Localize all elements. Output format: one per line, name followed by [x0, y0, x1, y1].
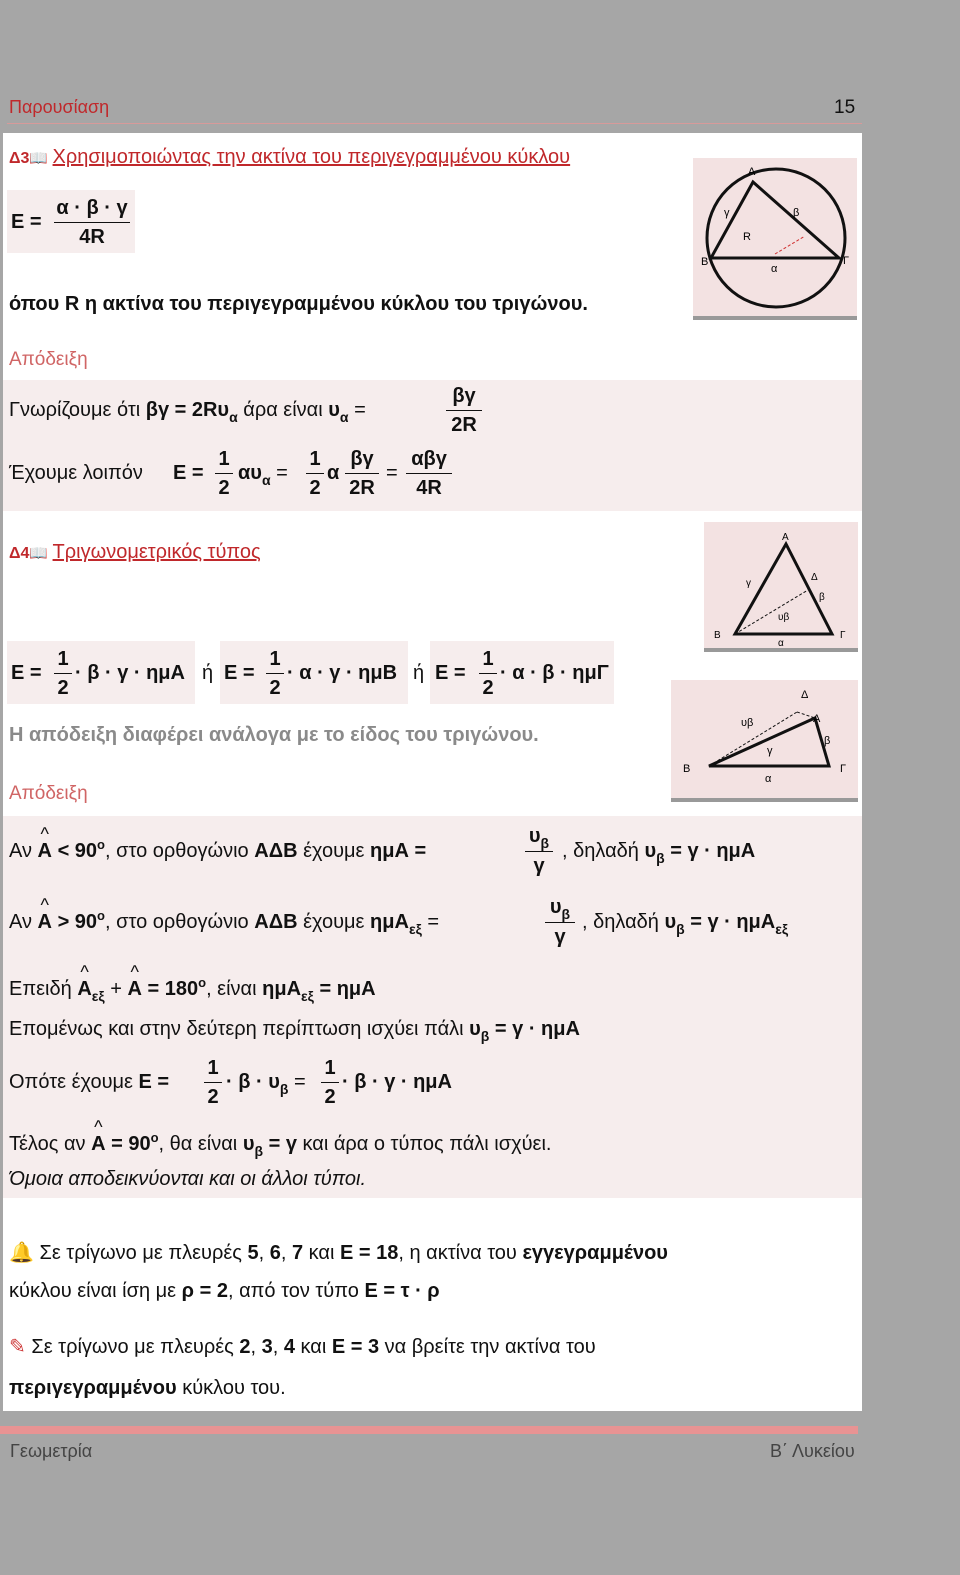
fig2-label-D: Δ [801, 689, 809, 701]
fraction-bar [54, 222, 130, 223]
d3-line2-den2: 4R [416, 477, 442, 499]
so-eq: = [293, 1071, 306, 1093]
so-end: · β · γ · ημΑ [342, 1071, 452, 1093]
since-deg: ο [198, 975, 207, 990]
case2-deg: ο [97, 908, 105, 923]
ex1-n5: 5 [247, 1242, 259, 1264]
d4-f2-half [266, 647, 284, 700]
case1-num-sub: β [540, 835, 550, 851]
case1-den: γ [533, 855, 545, 877]
since-angle: ^ Α [77, 978, 91, 1001]
numerator-one: 1 [207, 1057, 219, 1079]
fig1-label-b: β [819, 592, 825, 603]
fraction-bar [204, 1082, 222, 1083]
numerator-one: 1 [482, 648, 494, 670]
fraction-bar [525, 851, 553, 852]
book-icon: 📖 [29, 150, 49, 167]
d4-so-text [9, 1071, 169, 1094]
d3-line2-den: 2R [349, 477, 375, 499]
ex1-formula: Ε = τ · ρ [364, 1280, 440, 1302]
final-sub: β [254, 1143, 264, 1159]
case1-lhs: ημΑ = [370, 840, 427, 862]
case2-res: υ [664, 911, 677, 933]
case2-res2-sub: εξ [775, 921, 789, 937]
d4-note: Η απόδειξη διαφέρει ανάλογα με το είδος του τριγώνου. [9, 724, 539, 746]
fraction-bar [406, 473, 452, 474]
case2-triangle: ΑΔΒ [254, 911, 298, 933]
example-2-line1 [9, 1334, 596, 1359]
case1-num: υ [528, 825, 541, 847]
fraction-bar [479, 673, 497, 674]
since-angle2: ^ Α [127, 978, 141, 1001]
example-2-line2 [9, 1377, 286, 1400]
since-plus: + [110, 978, 122, 1000]
numerator-one: 1 [269, 648, 281, 670]
fraction-bar [215, 473, 233, 474]
d3-formula-fraction [54, 196, 130, 249]
ex1-n6: 6 [269, 1242, 281, 1264]
d3-line2-fraction [345, 447, 379, 500]
ex1-c2: , [280, 1242, 287, 1264]
d4-or-1: ή [202, 662, 214, 684]
fig1-label-D: Δ [811, 572, 818, 583]
ex2-t2: να βρείτε την ακτίνα του [384, 1336, 596, 1358]
since-sub: εξ [91, 988, 105, 1004]
ex1-t4: , από τον τύπο [227, 1280, 359, 1302]
fig2-label-g: γ [767, 745, 773, 757]
d4-f3-half [479, 647, 497, 700]
case1-triangle: ΑΔΒ [254, 840, 298, 862]
since-res2: = ημΑ [319, 978, 376, 1000]
case2-num-sub: β [561, 906, 571, 922]
fig-label-R: R [743, 231, 751, 243]
case2-angle: ^ Α [38, 911, 52, 934]
case1-mean: , δηλαδή [562, 840, 639, 862]
d3-definition: όπου R η ακτίνα του περιγεγραμμένου κύκλου του τριγώνου. [9, 293, 588, 315]
denominator-two: 2 [324, 1086, 336, 1108]
ex1-and: και [308, 1242, 335, 1264]
fig-label-G: Γ [843, 255, 850, 267]
case2-num: υ [549, 896, 562, 918]
ex2-n2: 2 [239, 1336, 251, 1358]
fraction-bar [306, 473, 324, 474]
d3-line1-eq2: = [354, 399, 366, 421]
ex1-t3: κύκλου είναι ίση με [9, 1280, 177, 1302]
ex2-t3: κύκλου του. [182, 1377, 286, 1399]
case2-lhs-sub: εξ [408, 921, 422, 937]
so-mid-group [226, 1071, 306, 1097]
d4-f1-rhs: · β · γ · ημΑ [75, 662, 185, 684]
d4-f3-lhs: Ε = [435, 662, 466, 684]
d3-formula-numerator: α · β · γ [56, 197, 128, 219]
circumcircle-figure [693, 158, 857, 320]
case2-res2: = γ · ημΑ [690, 911, 776, 933]
d3-line2-num: βγ [350, 448, 374, 470]
d3-line2-fraction2 [406, 447, 452, 500]
case1-if: Αν [9, 840, 32, 862]
obtuse-triangle-diagram [671, 680, 858, 798]
fig-label-A: A [748, 166, 756, 178]
ex2-c1: , [250, 1336, 257, 1358]
pencil-icon: ✎ [9, 1336, 26, 1358]
case2-mean: , δηλαδή [582, 911, 659, 933]
d3-tag: Δ3 [9, 150, 30, 167]
fig-label-g: γ [724, 207, 730, 219]
so-mid: · β · υ [226, 1071, 280, 1093]
case2-cmp: > 90 [57, 911, 98, 933]
fraction-bar [54, 673, 72, 674]
section-title: Παρουσίαση [9, 97, 110, 117]
final-mid: , θα είναι [158, 1133, 238, 1155]
so-half2 [321, 1056, 339, 1109]
ex1-inscribed: εγγεγραμμένου [522, 1242, 668, 1264]
d4-since [9, 975, 376, 1004]
ex2-n3: 3 [261, 1336, 273, 1358]
book-icon: 📖 [29, 545, 49, 562]
fig-label-b: β [793, 207, 800, 219]
ex2-t1: Σε τρίγωνο με πλευρές [31, 1336, 234, 1358]
fraction-bar [321, 1082, 339, 1083]
header-divider [7, 123, 862, 124]
since-res: ημΑ [262, 978, 302, 1000]
final-eq: = 90 [111, 1133, 151, 1155]
d4-f2-rhs: · α · γ · ημΒ [287, 662, 398, 684]
case2-fraction [545, 895, 575, 949]
d3-line1-u-sub: α [339, 409, 349, 425]
ex1-t1: Σε τρίγωνο με πλευρές [39, 1242, 242, 1264]
d3-line2-au [238, 462, 288, 488]
d3-title[interactable]: Χρησιμοποιώντας την ακτίνα του περιγεγραμμένου κύκλου [52, 146, 571, 168]
d3-line2-text: Έχουμε λοιπόν [9, 462, 143, 484]
denominator-two: 2 [309, 477, 321, 499]
example-1-line1 [9, 1240, 668, 1265]
d3-formula-denominator: 4R [79, 226, 105, 248]
so-mid-sub: β [279, 1081, 289, 1097]
fig2-label-b: β [824, 735, 831, 747]
final-text: Τέλος αν [9, 1133, 86, 1155]
fig1-label-B: B [714, 630, 721, 641]
case1-res: υ [644, 840, 657, 862]
fig-label-B: B [701, 256, 709, 268]
d3-line2-num2: αβγ [411, 448, 447, 470]
ex1-E: Ε = 18 [339, 1242, 399, 1264]
d4-similar: Όμοια αποδεικνύονται και οι άλλοι τύποι. [9, 1168, 367, 1190]
so-text: Οπότε έχουμε [9, 1071, 133, 1093]
d4-tag: Δ4 [9, 545, 30, 562]
d4-heading [9, 541, 261, 564]
final-angle: ^ Α [91, 1133, 105, 1156]
d3-line1-u: υ [328, 399, 340, 421]
d3-line1-text: Γνωρίζουμε ότι [9, 399, 141, 421]
case1-have: έχουμε [303, 840, 365, 862]
d4-f2-lhs: Ε = [224, 662, 255, 684]
d4-f1-lhs: Ε = [11, 662, 42, 684]
d4-case1 [9, 837, 427, 863]
fig-label-a: α [771, 263, 778, 275]
d4-f3-rhs: · α · β · ημΓ [500, 662, 609, 684]
case1-fraction [525, 824, 553, 878]
so-E: Ε = [138, 1071, 170, 1093]
d3-line1-fraction [446, 384, 482, 437]
case2-text: , στο ορθογώνιο [105, 911, 249, 933]
therefore-text: Επομένως και στην δεύτερη περίπτωση ισχύει πάλι [9, 1018, 464, 1040]
fraction-bar [545, 922, 575, 923]
d3-proof-label: Απόδειξη [9, 349, 88, 370]
d3-line1-eq: βγ = 2Rυ [145, 399, 230, 421]
d3-line2-au-text: αυ [238, 462, 262, 484]
circumcircle-diagram [693, 158, 857, 316]
acute-triangle-diagram [704, 522, 858, 648]
d4-proof-label: Απόδειξη [9, 783, 88, 804]
denominator-two: 2 [57, 677, 69, 699]
d4-case2 [9, 908, 440, 937]
since-res-sub: εξ [301, 988, 314, 1004]
d4-case2-result [582, 911, 789, 937]
d3-line1-mid: άρα είναι [243, 399, 323, 421]
denominator-two: 2 [207, 1086, 219, 1108]
since-text: Επειδή [9, 978, 72, 1000]
ex2-circumscribed: περιγεγραμμένου [9, 1377, 177, 1399]
d3-line1-num: βγ [452, 385, 476, 407]
d3-line2-a: α [327, 462, 340, 484]
final-end: και άρα ο τύπος πάλι ισχύει. [302, 1133, 552, 1155]
footer-bar [0, 1426, 858, 1434]
ex1-rho: ρ = 2 [181, 1280, 228, 1302]
therefore-u: υ [469, 1018, 481, 1040]
final-deg: ο [150, 1130, 159, 1145]
fig1-label-A: A [782, 532, 789, 543]
d3-line1-sub: α [229, 409, 238, 425]
d3-line2-eq3: = [386, 462, 398, 484]
final-eq2: = γ [268, 1133, 297, 1155]
d3-heading [9, 146, 570, 169]
case1-deg: ο [97, 837, 105, 852]
d3-formula-lhs: Ε = [11, 211, 42, 233]
obtuse-triangle-figure [671, 680, 858, 802]
d4-f1-half [54, 647, 72, 700]
ex2-and: και [300, 1336, 327, 1358]
since-text2: , είναι [206, 978, 257, 1000]
fig1-label-ub: υβ [778, 612, 790, 623]
final-u: υ [242, 1133, 255, 1155]
fig2-label-A: A [813, 713, 821, 725]
ex1-t2: , η ακτίνα του [398, 1242, 517, 1264]
case2-den: γ [554, 926, 566, 948]
case1-res-sub: β [656, 850, 665, 866]
case1-angle: ^ Α [38, 840, 52, 863]
d4-therefore [9, 1018, 580, 1044]
d3-line1-den: 2R [451, 414, 477, 436]
ex1-n7: 7 [291, 1242, 304, 1264]
d3-line2-E: Ε = [173, 462, 204, 484]
ex2-E: Ε = 3 [331, 1336, 380, 1358]
fig1-label-G: Γ [840, 630, 846, 641]
therefore-sub: β [480, 1028, 490, 1044]
numerator-one: 1 [324, 1057, 336, 1079]
case1-cmp: < 90 [57, 840, 98, 862]
page-number: 15 [834, 97, 856, 118]
d3-line2-half2 [306, 447, 324, 500]
numerator-one: 1 [57, 648, 69, 670]
fig1-label-a: α [778, 638, 784, 648]
d3-line2-eq: = [276, 462, 288, 484]
fig2-label-a: α [765, 773, 772, 785]
case1-text: , στο ορθογώνιο [105, 840, 249, 862]
case1-res2: = γ · ημΑ [670, 840, 756, 862]
ex1-c1: , [258, 1242, 265, 1264]
case2-lhs: ημΑ [370, 911, 409, 933]
fraction-bar [446, 410, 482, 411]
footer-subject: Γεωμετρία [10, 1441, 93, 1461]
d4-case1-result [562, 840, 756, 866]
d4-or-2: ή [413, 662, 425, 684]
d4-title[interactable]: Τριγωνομετρικός τύπος [52, 541, 261, 563]
denominator-two: 2 [269, 677, 281, 699]
acute-triangle-figure [704, 522, 858, 652]
d3-line1 [9, 399, 366, 425]
ex2-c2: , [272, 1336, 279, 1358]
fig2-label-B: B [683, 763, 691, 775]
denominator-two: 2 [482, 677, 494, 699]
fraction-bar [266, 673, 284, 674]
numerator-one: 1 [218, 448, 230, 470]
case2-eq: = [427, 911, 440, 933]
fig1-label-g: γ [746, 578, 751, 589]
numerator-one: 1 [309, 448, 321, 470]
case2-have: έχουμε [303, 911, 365, 933]
therefore-res: = γ · ημΑ [494, 1018, 580, 1040]
footer-grade: Β΄ Λυκείου [770, 1441, 855, 1461]
fig2-label-G: Γ [840, 763, 847, 775]
denominator-two: 2 [218, 477, 230, 499]
d4-final [9, 1130, 552, 1159]
d3-line2-half [215, 447, 233, 500]
case2-res-sub: β [676, 921, 685, 937]
since-eq: = 180 [147, 978, 199, 1000]
so-half [204, 1056, 222, 1109]
case2-if: Αν [9, 911, 32, 933]
fig2-label-ub: υβ [741, 717, 754, 729]
example-1-line2 [9, 1280, 440, 1303]
d3-line2-au-sub: α [261, 472, 271, 488]
ex2-n4: 4 [283, 1336, 295, 1358]
bell-icon: 🔔 [9, 1242, 34, 1264]
fraction-bar [345, 473, 379, 474]
